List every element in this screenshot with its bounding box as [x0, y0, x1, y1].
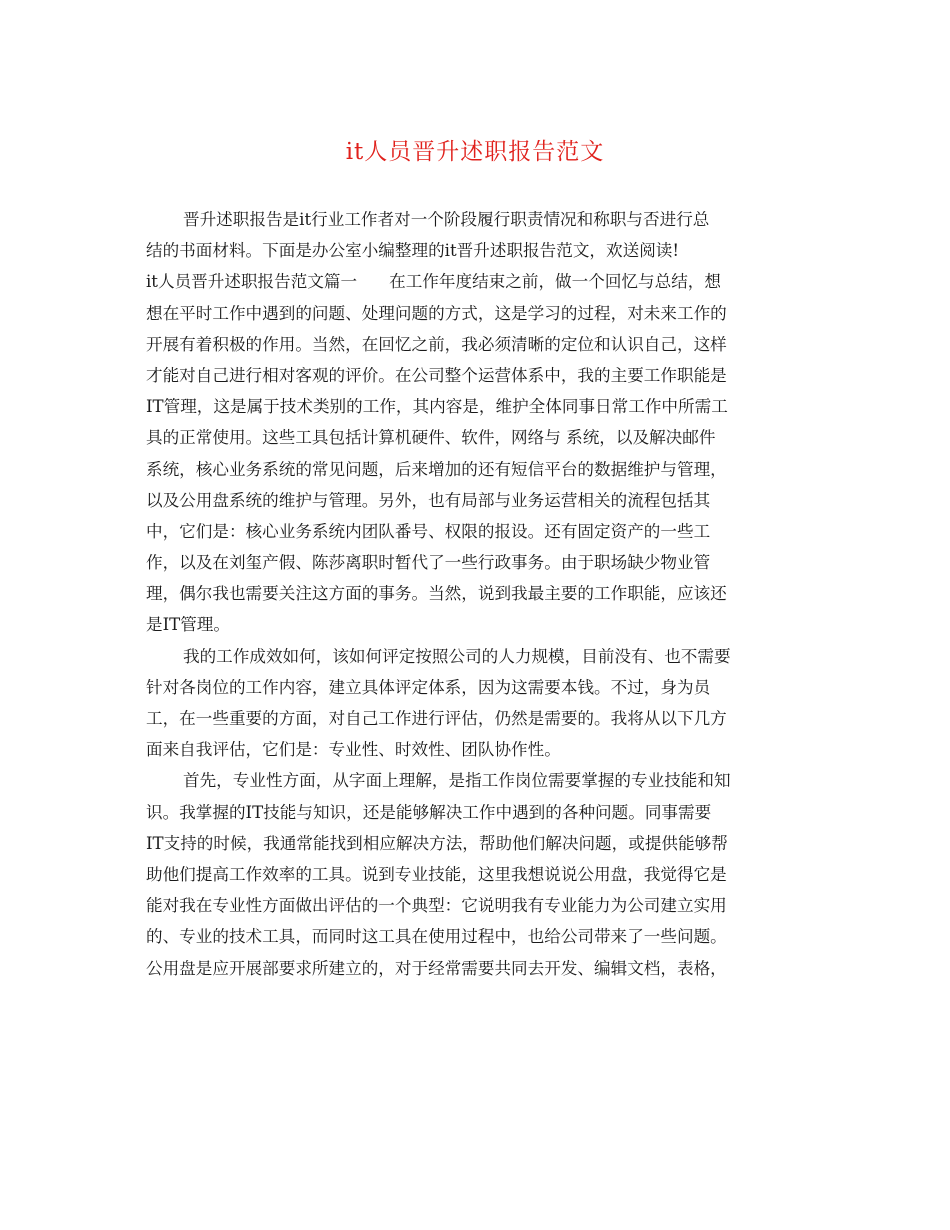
body-line-text: 开展有着积极的作用。当然，在回忆之前，我必须清晰的定位和认识自己，这样: [146, 334, 727, 354]
body-line-text: 公用盘是应开展部要求所建立的，对于经常需要共同去开发、编辑文档，表格，: [146, 958, 727, 978]
body-line-text: 工，在一些重要的方面，对自己工作进行评估，仍然是需要的。我将从以下几方: [146, 709, 727, 728]
body-line-text: 的、专业的技术工具，而同时这工具在使用过程中，也给公司带来了一些问题。: [146, 927, 727, 947]
body-line-text: 结的书面材料。下面是办公室小编整理的it晋升述职报告范文，欢送阅读!: [146, 241, 680, 261]
body-line-text: IT管理，这是属于技术类别的工作，其内容是，维护全体同事日常工作中所需工: [146, 397, 728, 417]
body-line-text: 我的工作成效如何，该如何评定按照公司的人力规模，目前没有、也不需要: [183, 646, 731, 666]
body-line: [146, 828, 806, 859]
body-line-text: 识。我掌握的IT技能与知识，还是能够解决工作中遇到的各种问题。同事需要: [146, 802, 712, 822]
body-line-text: 能对我在专业性方面做出评估的一个典型：它说明我有专业能力为公司建立实用: [146, 896, 727, 916]
body-line: [146, 391, 806, 422]
body-line-text: IT支持的时候，我通常能找到相应解决方法，帮助他们解决问题，或提供能够帮: [146, 833, 728, 853]
body-line-text: 以及公用盘系统的维护与管理。另外，也有局部与业务运营相关的流程包括其: [146, 490, 711, 510]
body-line: [146, 765, 806, 796]
body-line: [146, 859, 806, 890]
body-line: [146, 235, 806, 266]
body-line-text: 具的正常使用。这些工具包括计算机硬件、软件，网络与 系统，以及解决邮件: [146, 428, 716, 448]
body-line-text: 系统，核心业务系统的常见问题，后来增加的还有短信平台的数据维护与管理，: [146, 459, 727, 479]
body-line: [146, 266, 806, 297]
body-line-text: 理，偶尔我也需要关注这方面的事务。当然，说到我最主要的工作职能，应该还: [146, 584, 727, 604]
body-line-tail: 在工作年度结束之前，做一个回忆与总结，想: [389, 272, 721, 292]
body-line: [146, 672, 806, 703]
body-line-text: 针对各岗位的工作内容，建立具体评定体系，因为这需要本钱。不过，身为员: [146, 677, 711, 697]
body-line: [146, 516, 806, 547]
body-line: [146, 641, 806, 672]
body-line-text: 作，以及在刘玺产假、陈莎离职时暂代了一些行政事务。由于职场缺少物业管: [146, 553, 711, 573]
body-line: [146, 797, 806, 828]
body-line: [146, 454, 806, 485]
body-line: [146, 609, 806, 640]
body-line: [146, 485, 806, 516]
body-line: [146, 204, 806, 235]
body-line: [146, 360, 806, 391]
body-line: [146, 890, 806, 921]
body-line: [146, 921, 806, 952]
body-line-text: 面来自我评估，它们是：专业性、时效性、团队协作性。: [146, 740, 561, 760]
body-line-text: 才能对自己进行相对客观的评价。在公司整个运营体系中，我的主要工作职能是: [146, 365, 727, 385]
document-body: [146, 204, 806, 984]
body-line-text: 首先，专业性方面，从字面上理解，是指工作岗位需要掌握的专业技能和知: [183, 771, 731, 791]
body-line: [146, 703, 806, 734]
body-line: [146, 578, 806, 609]
document-title: it人员晋升述职报告范文: [345, 139, 605, 165]
body-line-text: 中，它们是：核心业务系统内团队番号、权限的报设。还有固定资产的一些工: [146, 521, 711, 541]
body-line-text: 晋升述职报告是it行业工作者对一个阶段履行职责情况和称职与否进行总: [183, 210, 710, 229]
body-line-text: 助他们提高工作效率的工具。说到专业技能，这里我想说说公用盘，我觉得它是: [146, 864, 727, 884]
body-line-text: 想在平时工作中遇到的问题、处理问题的方式，这是学习的过程，对未来工作的: [146, 303, 727, 323]
body-line-text: 是IT管理。: [146, 615, 230, 635]
body-line: [146, 734, 806, 765]
body-line: [146, 422, 806, 453]
body-line: [146, 547, 806, 578]
body-line-text: it人员晋升述职报告范文篇一: [146, 272, 358, 292]
body-line: [146, 329, 806, 360]
body-line: [146, 298, 806, 329]
body-line: [146, 953, 806, 984]
